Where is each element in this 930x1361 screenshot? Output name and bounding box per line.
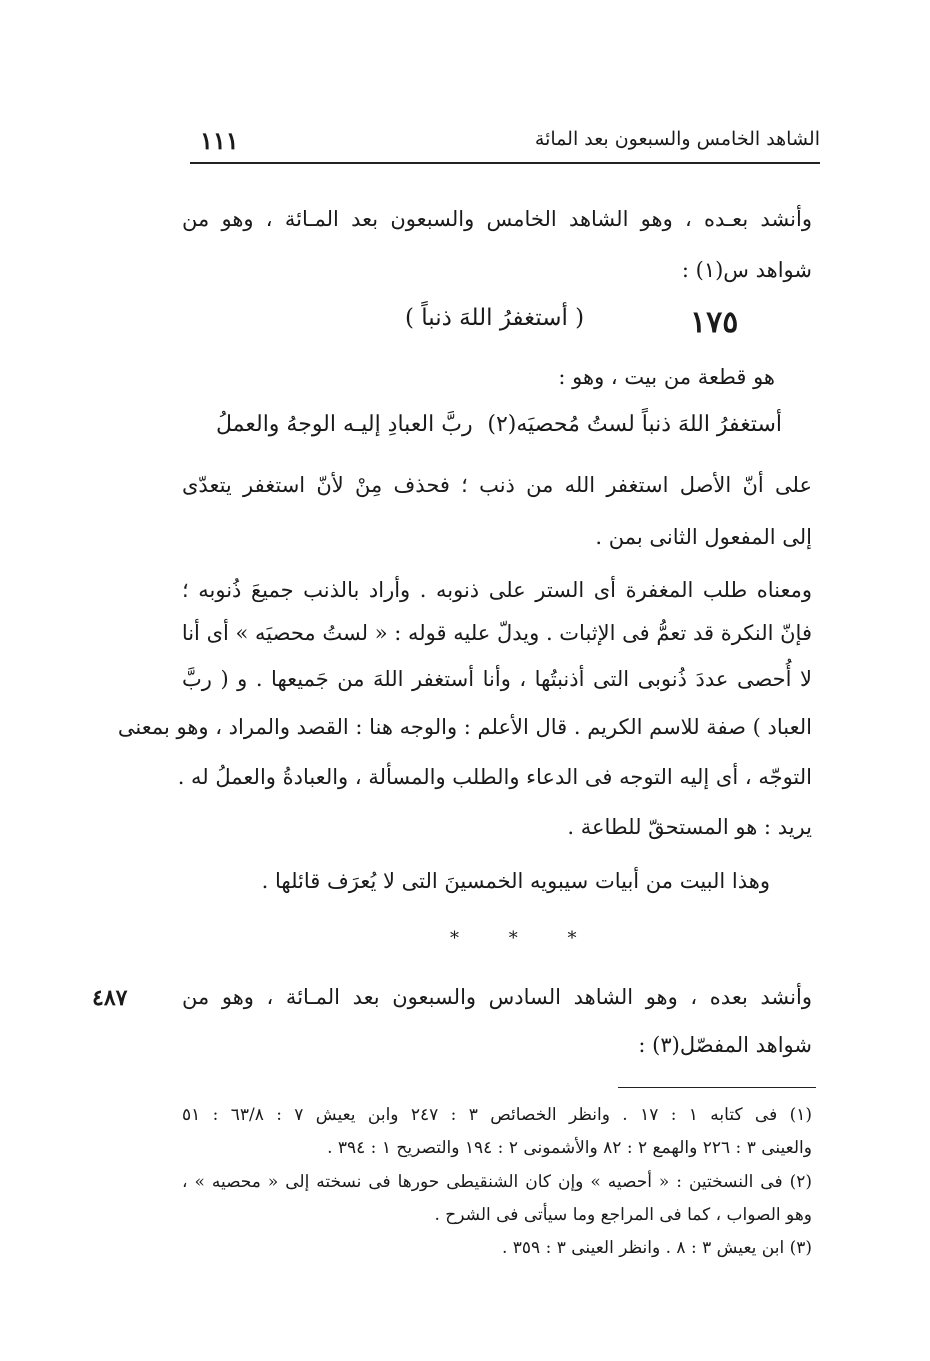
paragraph-1-line-2: إلى المفعول الثانى بمن . bbox=[595, 525, 812, 549]
footnote-2-line-1: (٢) فى النسختين : « أحصيه » وإن كان الشنقيطى حورها فى نسخته إلى « محصيه » ، bbox=[182, 1172, 812, 1192]
witness-number: ١٧٥ bbox=[690, 305, 739, 340]
verse-first-hemistich: أستغفرُ اللهَ ذنباً لستُ مُحصيَه(٢) bbox=[487, 412, 782, 437]
paragraph-2-line-2: فإنّ النكرة قد تعمُّ فى الإثبات . ويدلّ عليه قوله : « لستُ محصيَه » أى أنا bbox=[181, 621, 812, 645]
footnote-1-line-1: (١) فى كتابه ١ : ١٧ . وانظر الخصائص ٣ : ٢٤٧ وابن يعيش ٧ : ٦٣/٨ : ٥١ bbox=[182, 1105, 812, 1125]
paragraph-2-line-1: ومعناه طلب المغفرة أى الستر على ذنوبه . وأراد بالذنب جميعَ ذُنوبه ؛ bbox=[182, 578, 812, 602]
paragraph-1-line-1: على أنّ الأصل استغفر الله من ذنب ؛ فحذف مِنْ لأنّ استغفر يتعدّى bbox=[182, 473, 812, 497]
header-rule bbox=[190, 162, 820, 164]
fragment-intro: هو قطعة من بيت ، وهو : bbox=[558, 365, 775, 389]
next-intro-line-1: وأنشد بعده ، وهو الشاهد السادس والسبعون بعد المـائة ، وهو من bbox=[182, 985, 812, 1009]
page-header bbox=[190, 128, 820, 164]
footnote-1-line-2: والعينى ٣ : ٢٢٦ والهمع ٢ : ٨٢ والأشمونى ٢ : ١٩٤ والتصريح ١ : ٣٩٤ . bbox=[327, 1138, 812, 1158]
page-number: ١١١ bbox=[200, 126, 239, 155]
witness-title: ( أستغفرُ اللهَ ذنباً ) bbox=[405, 305, 585, 331]
verse-second-hemistich: ربَّ العبادِ إليـه الوجهُ والعملُ bbox=[216, 412, 473, 437]
paragraph-3-line-1: وهذا البيت من أبيات سيبويه الخمسينَ التى لا يُعرَف قائلها . bbox=[261, 869, 770, 893]
intro-line-1: وأنشد بعـده ، وهو الشاهد الخامس والسبعون بعد المـائة ، وهو من bbox=[182, 207, 812, 231]
paragraph-2-line-5: التوجّه ، أى إليه التوجه فى الدعاء والطلب والمسألة ، والعبادةُ والعملُ له . bbox=[177, 765, 812, 789]
section-separator: * * * bbox=[450, 928, 599, 949]
next-intro-line-2: شواهد المفصّل(٣) : bbox=[638, 1033, 812, 1057]
margin-witness-number: ٤٨٧ bbox=[92, 985, 128, 1011]
running-title: الشاهد الخامس والسبعون بعد المائة bbox=[534, 128, 820, 150]
paragraph-2-line-3: لا أُحصى عددَ ذُنوبى التى أذنبتُها ، وأنا أستغفر اللهَ من جَميعها . و ( ربَّ bbox=[182, 667, 812, 691]
footnote-2-line-2: وهو الصواب ، كما فى المراجع وما سيأتى فى الشرح . bbox=[434, 1205, 812, 1225]
paragraph-2-line-6: يريد : هو المستحقّ للطاعة . bbox=[567, 815, 812, 839]
paragraph-2-line-4: العباد ) صفة للاسم الكريم . قال الأعلم : والوجه هنا : القصد والمراد ، وهو بمعنى bbox=[117, 715, 812, 739]
footnote-3-line-1: (٣) ابن يعيش ٣ : ٨ . وانظر العينى ٣ : ٣٥٩ . bbox=[501, 1238, 812, 1258]
footnote-rule bbox=[618, 1087, 816, 1088]
intro-line-2: شواهد س(١) : bbox=[681, 258, 812, 282]
